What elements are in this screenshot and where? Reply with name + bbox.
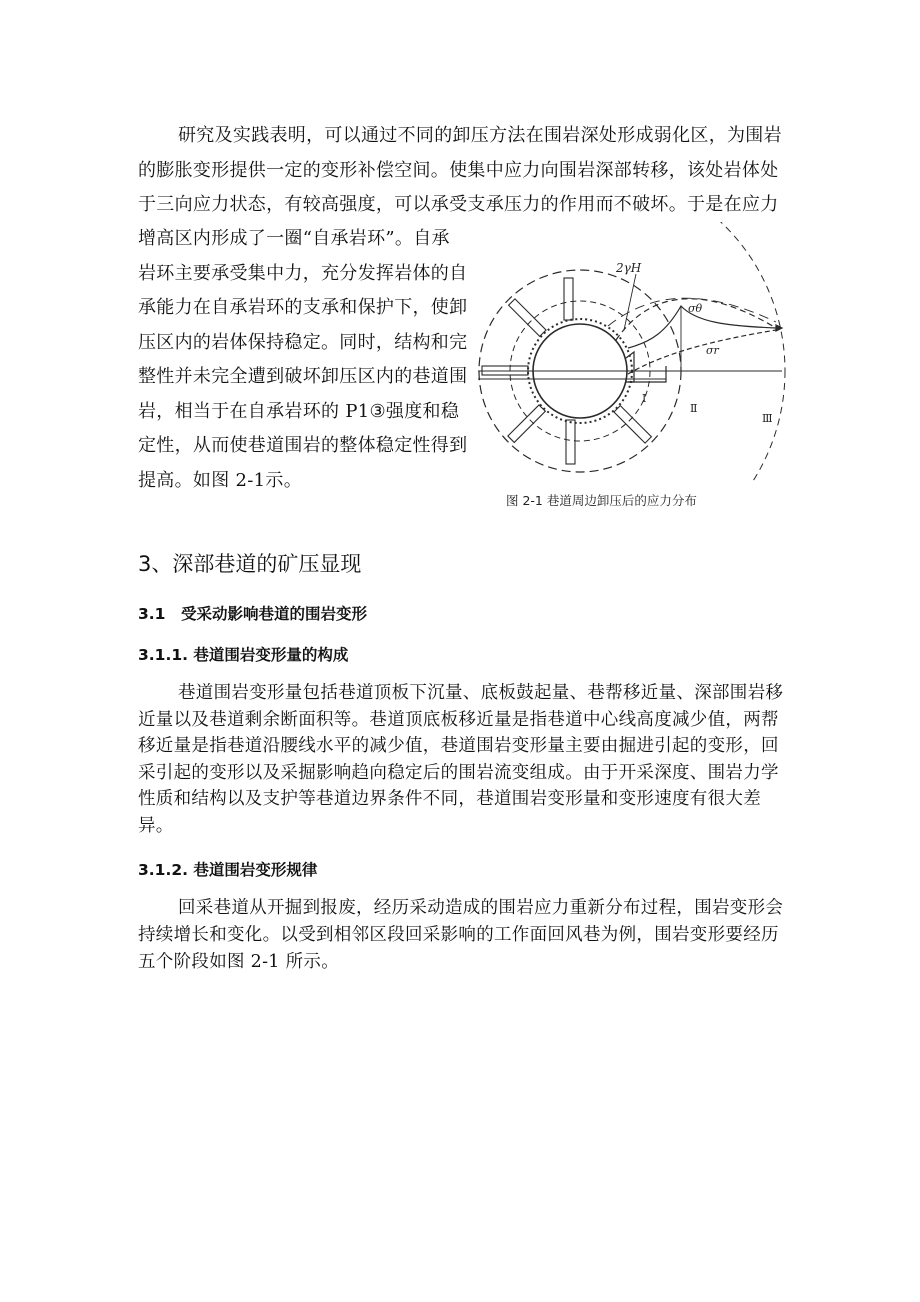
- wrap-paragraph: 增高区内形成了一圈“自承岩环”。自承岩环主要承受集中力，充分发挥岩体的自承能力在自承岩环的支承和保护下，使卸压区内的岩体保持稳定。同时，结构和完整性并未完全遭到破坏卸压区内的巷道围岩，相当于在自承岩环的 P1③强度和稳定性，从而使巷道围岩的整体稳定性得到提高。如图 2-1示。: [138, 228, 468, 491]
- subsection-3-1-1-heading: 3.1.1. 巷道围岩变形量的构成: [138, 646, 349, 664]
- subsection-3-1-2-heading: 3.1.2. 巷道围岩变形规律: [138, 861, 318, 879]
- sigma-r-label: σr: [706, 344, 719, 357]
- zone-1-label: Ⅰ: [642, 392, 647, 405]
- subsection-3-1-heading: 3.1 受采动影响巷道的围岩变形: [138, 605, 367, 623]
- stress-diagram: [476, 222, 794, 484]
- arrow-head: [776, 325, 782, 331]
- intro-paragraph: 研究及实践表明，可以通过不同的卸压方法在围岩深处形成弱化区，为围岩的膨胀变形提供一定的变形补偿空间。使集中应力向围岩深部转移，该处岩体处于三向应力状态，有较高强度，可以承受支承压力的作用而不破坏。于是在应力: [138, 125, 782, 215]
- section-3-heading: 3、深部巷道的矿压显现: [138, 552, 362, 576]
- zone-3-label: Ⅲ: [762, 412, 773, 425]
- stress-distribution-figure: [476, 222, 794, 484]
- deformation-law-paragraph: 回采巷道从开掘到报废，经历采动造成的围岩应力重新分布过程，围岩变形会持续增长和变化。以受到相邻区段回采影响的工作面回风巷为例，围岩变形要经历五个阶段如图 2-1 所示。: [138, 898, 784, 972]
- sigma-theta-label: σθ: [688, 302, 703, 315]
- figure-caption: 图 2-1 巷道周边卸压后的应力分布: [506, 493, 697, 508]
- load-label: 2γH: [616, 261, 642, 275]
- zone-2-label: Ⅱ: [690, 402, 698, 415]
- deformation-composition-paragraph: 巷道围岩变形量包括巷道顶板下沉量、底板鼓起量、巷帮移近量、深部围岩移近量以及巷道剩余断面积等。巷道顶底板移近量是指巷道中心线高度减少值，两帮移近量是指巷道沿腰线水平的减少值，巷道围岩变形量主要由掘进引起的变形，回采引起的变形以及采掘影响趋向稳定后的围岩流变组成。由于开采深度、围岩力学性质和结构以及支护等巷道边界条件不同，巷道围岩变形量和变形速度有很大差异。: [138, 683, 784, 836]
